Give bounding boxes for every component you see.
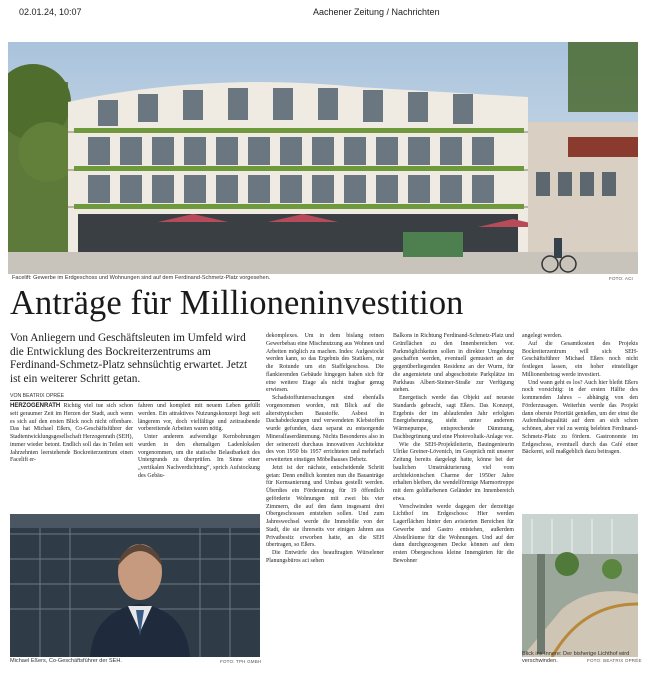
portrait-caption: Michael Eßers, Co-Geschäftsführer der SEH.	[10, 658, 122, 664]
portrait-credit: FOTO: TPH GMBH	[220, 659, 262, 664]
column-4-paragraph: Balkons in Richtung Ferdinand-Schmetz-Platz und Grünflächen zu den Innenbereichen vor. Parkmöglichkeiten sollen in direkter Umgebung geschaffen werden, eventuell gemustert an der gegenüberliegenden Residenz an der Wurm, für die angemietete und abgeschottete Parkplätze im Parkhaus Albert-Steiner-Straße zur Verfügung stehen.	[393, 333, 514, 394]
article-column-2	[138, 403, 260, 481]
portrait-illustration	[10, 514, 260, 657]
article-column-3	[266, 333, 384, 566]
staircase-credit: FOTO: BEATRIX OPRÉE	[587, 658, 642, 663]
portrait-photo	[10, 514, 260, 657]
staircase-photo	[522, 514, 638, 657]
article-column-4	[393, 333, 514, 566]
column-4-paragraph: Energetisch werde das Objekt auf neueste Standards gebracht, sagt Eßers. Das Konzept, Ergebnis der im ablaufenden Jahr erfolgten Energieberatung, sieht unter anderem Wärmepumpe, entsprechende Dämmung, Dachbegrünung und eine Photovoltaik-Anlage vor.	[393, 395, 514, 440]
article-column-5	[522, 333, 638, 457]
building-rendering-illustration	[8, 42, 638, 274]
print-source: Aachener Zeitung / Nachrichten	[313, 7, 440, 17]
column-5-paragraph: Auf die Gesamtkosten des Projekts Bockreiterzentrum will sich SEH-Geschäftsführer Michael Eßers noch nicht festlegen lassen, ein hoher einstelliger Millionenbetrag werde investiert.	[522, 340, 638, 378]
column-3-paragraph: Jetzt ist der nächste, entscheidende Schritt getan: Denn endlich konnten nun die Bauanträge für Kernsanierung und Umbau gestellt werden. Überdies ein Förderantrag für 19 öffentlich geförderte Wohnungen mit zwei bis vier Zimmern, die auf den dann insgesamt drei Obergeschossen entstehen sollen. Und zum Jahreswechsel werde die Immobilie von der Stadt, die sie ihrerseits vor einigen Jahren aus Privatbesitz erworben hatte, an die SEH übertragen, so Eßers.	[266, 464, 384, 549]
article-column-1	[10, 403, 133, 465]
staircase-caption: Blick ins Innere: Der bisherige Lichthof wird verschwinden.	[522, 651, 630, 664]
column-3-paragraph: Die Entwürfe des beauftragten Würselener Planungsbüros aci sehen	[266, 550, 384, 564]
column-4-paragraph: Wie die SEH-Projektleiterin, Bauingenieurin Ulrike Greiner-Lövenich, im Gespräch mit unserer Zeitung bereits dargelegt hatte, könne bei der baulichen Umstrukturierung viel vom architektonischen Charme der 1950er Jahre erhalten bleiben, die wendelförmige Marmortreppe mit dem goldfarbenen Geländer im Innenbereich etwa.	[393, 441, 514, 502]
print-header	[0, 0, 648, 22]
column-3-paragraph: dekomplexes. Um in dem bislang reinen Gewerbebau eine Mischnutzung aus Wohnen und Arbeiten möglich zu machen. Indes: Aufgestockt werden kann, so das Ergebnis des Statikers, nur die Rotunde um ein Staffelgeschoss. Die flankierenden Gebäude hingegen haben sich für eine weitere Etage als nicht tragbar genug erwiesen.	[266, 333, 384, 394]
print-datetime: 02.01.24, 10:07	[19, 7, 82, 17]
column-5-paragraph: Und wann geht es los? Auch hier bleibt Eßers noch vorsichtig: in der ersten Hälfte des kommenden Jahres – abhängig von den Förderzusagen. Weiterhin werde das Projekt dann oberste Priorität genießen, um der einst die Aufenthaltsqualität auf dem an sich schon schönen, aber viel zu wenig belebten Ferdinand-Schmetz-Platz zu fördern. Gastronomie im Erdgeschoss, eventuell durch das Café einer Bäckerei, soll maßgeblich dazu beitragen.	[522, 379, 638, 456]
article-dateline: HERZOGENRATH	[10, 403, 61, 409]
staircase-illustration	[522, 514, 638, 657]
column-1-text: Richtig viel tue sich schon seit geraumer Zeit im Herzen der Stadt, auch wenn es sich auf den ersten Blick noch nicht offenbare. Das hat Michael Eßers, Co-Geschäftsführer der Stadtentwicklungsgesellschaft Herzogenrath (SEH), immer wieder betont. Endlich soll das in Teilen seit Jahrzehnten leerstehende Bockreiterzentrum einen Facelift er-	[10, 403, 133, 464]
column-2-paragraph: fahren und komplett mit neuem Leben gefüllt werden. Ein attraktives Nutzungskonzept liegt seit längerem vor, doch vielfältige und zeitraubende vorbereitende Arbeiten waren nötig.	[138, 403, 260, 433]
top-photo-caption: Facelift: Gewerbe im Erdgeschoss und Wohnungen sind auf dem Ferdinand-Schmetz-Platz vorgesehen.	[12, 275, 271, 281]
column-3-paragraph: Schadstoffuntersuchungen sind ebenfalls vorgenommen worden, mit Blick auf die altersttypischen Baustoffe. Asbest in Dachabdeckungen und verwendeten Klebstoffen wurde gefunden, dazu separat zu entsorgende Mineralfaserdämmung. Nichts Besonderes also in der seinerzeit durchaus innovativen Architektur des von 1950 bis 1957 errichteten und mehrfach erweiterten einstigen Möbelhauses Debetz.	[266, 395, 384, 463]
article-intro: Von Anliegern und Geschäftsleuten im Umfeld wird die Entwicklung des Bockreiterzentrums am Ferdinand-Schmetz-Platz sehnsüchtig erwartet. Jetzt ist ein weiterer Schritt getan.	[10, 332, 248, 385]
building-rendering-photo	[8, 42, 638, 274]
article-headline: Anträge für Millioneninvestition	[10, 284, 464, 322]
column-4-paragraph: Verschwinden werde dagegen der derzeitige Lichthof im Erdgeschoss: Hier werden Lagerflächen hinter den avisierten Bereichen für Gewerbe und Gastro entstehen, außerdem Abstellräume für die Wohnungen. Und auf der dann durchgezogenen Decke können auf dem ersten Obergeschoss kleine Innengärten für die Bewohner	[393, 503, 514, 564]
column-5-paragraph: angelegt werden.	[522, 333, 563, 339]
top-photo-credit: FOTO: ACI	[609, 276, 633, 281]
article-author: VON BEATRIX OPRÉE	[10, 393, 260, 401]
column-2-paragraph: Unter anderem aufwendige Kernbohrungen wurden in den ehemaligen Ladenlokalen vorgenommen, um die statische Belastbarkeit des Untergrunds zu überprüfen. Im Sinne einer „vertikalen Nachverdichtung“, sprich Aufstockung des Gebäu-	[138, 434, 260, 479]
